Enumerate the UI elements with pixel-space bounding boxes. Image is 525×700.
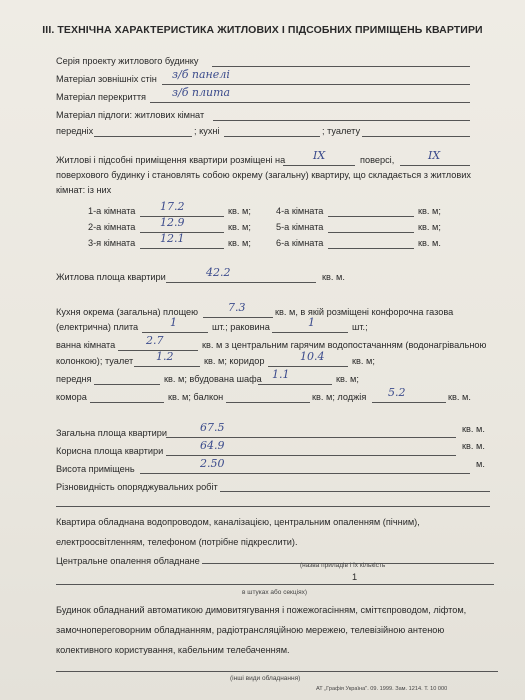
floor-material-label: Матеріал підлоги: житлових кімнат <box>56 110 205 120</box>
room3-unit: кв. м; <box>228 238 251 248</box>
room5-label: 5-а кімната <box>276 222 324 232</box>
placement-text-b: поверсі, <box>360 155 395 165</box>
placement-text-c: поверхового будинку і становлять собою окрему (загальну) квартиру, що складається з житлових <box>56 170 471 180</box>
height-value: 2.50 <box>200 457 225 470</box>
height-line[interactable] <box>140 473 470 474</box>
floors-total-value: ІХ <box>428 149 441 162</box>
floors-value: з/б плита <box>172 86 231 99</box>
heating-note: (назва приладів і їх кількість <box>300 562 386 569</box>
walls-label: Матеріал зовнішніх стін <box>56 74 157 84</box>
useful-area-label: Корисна площа квартири <box>56 446 164 456</box>
wardrobe-line[interactable] <box>258 384 332 385</box>
toilet-floor-line[interactable] <box>362 136 470 137</box>
placement-text-d: кімнат: із них <box>56 185 112 195</box>
floor-number-line[interactable] <box>283 165 355 166</box>
floor-material-line[interactable] <box>213 120 470 121</box>
other-equipment-line[interactable] <box>56 671 498 672</box>
wardrobe-label: кв. м; вбудована шафа <box>164 374 262 384</box>
wardrobe-unit: кв. м; <box>336 374 359 384</box>
room2-label: 2-а кімната <box>88 222 136 232</box>
bath-value: 2.7 <box>146 334 164 347</box>
finishing-line[interactable] <box>220 491 490 492</box>
toilet-area-value: 1.2 <box>156 350 174 363</box>
room6-label: 6-а кімната <box>276 238 324 248</box>
room4-line[interactable] <box>328 216 414 217</box>
section-title: ІІІ. ТЕХНІЧНА ХАРАКТЕРИСТИКА ЖИТЛОВИХ І ПІДСОБНИХ ПРИМІЩЕНЬ КВАРТИРИ <box>42 24 483 36</box>
room5-unit: кв. м; <box>418 222 441 232</box>
series-line[interactable] <box>212 66 470 67</box>
loggia-value: 5.2 <box>388 386 406 399</box>
hall-area-label: передня <box>56 374 92 384</box>
pantry-line[interactable] <box>90 402 164 403</box>
heating-note-2: в штуках або секціях) <box>242 589 307 596</box>
room3-value: 12.1 <box>160 232 185 245</box>
sink-unit: шт.; <box>352 322 368 332</box>
room1-value: 17.2 <box>160 200 185 213</box>
building-text-2: замочнопереговорним обладнанням, радіотрансляційною мережею, телевізійною антеною <box>56 625 445 635</box>
total-area-label: Загальна площа квартири <box>56 428 167 438</box>
room6-unit: кв. м. <box>418 238 441 248</box>
total-area-unit: кв. м. <box>462 424 485 434</box>
total-area-value: 67.5 <box>200 421 225 434</box>
building-text-3: колективного користування, кабельним телебаченням. <box>56 645 290 655</box>
room3-line[interactable] <box>140 248 224 249</box>
walls-value: з/б панелі <box>172 68 230 81</box>
living-area-line[interactable] <box>166 282 316 283</box>
kitchen-area-line[interactable] <box>203 317 273 318</box>
sink-label: шт.; раковина <box>212 322 270 332</box>
living-area-value: 42.2 <box>206 266 231 279</box>
balcony-line[interactable] <box>226 402 310 403</box>
finishing-line-2[interactable] <box>56 506 490 507</box>
floors-line[interactable] <box>150 102 470 103</box>
toilet-floor-label: ; туалету <box>322 126 361 136</box>
kitchen-floor-line[interactable] <box>224 136 320 137</box>
living-area-unit: кв. м. <box>322 272 345 282</box>
stove-value: 1 <box>170 316 177 329</box>
room4-unit: кв. м; <box>418 206 441 216</box>
equipped-text-1: Квартира обладнана водопроводом, каналізацією, центральним опаленням (пічним), <box>56 517 420 527</box>
equipped-text-2: електроосвітленням, телефоном (потрібне підкреслити). <box>56 537 298 547</box>
placement-text-a: Житлові і підсобні приміщення квартири розміщені на <box>56 155 286 165</box>
series-label: Серія проекту житлового будинку <box>56 56 199 66</box>
building-text-1: Будинок обладнаний автоматикою димовитягування і пожежогасінням, сміттєпроводом, ліфтом, <box>56 605 467 615</box>
finishing-label: Різновидність опоряджувальних робіт <box>56 482 218 492</box>
hall-floor-line[interactable] <box>94 136 192 137</box>
boiler-toilet-label: колонкою); туалет <box>56 356 134 366</box>
heating-label: Центральне опалення обладнане <box>56 556 200 566</box>
kitchen-floor-label: ; кухні <box>194 126 220 136</box>
hall-area-line[interactable] <box>94 384 160 385</box>
bath-label: ванна кімната <box>56 340 116 350</box>
floors-label: Матеріал перекриття <box>56 92 147 102</box>
toilet-area-line[interactable] <box>134 366 200 367</box>
height-unit: м. <box>476 459 485 469</box>
room5-line[interactable] <box>328 232 414 233</box>
walls-line[interactable] <box>162 84 470 85</box>
sink-value: 1 <box>308 316 315 329</box>
room4-label: 4-а кімната <box>276 206 324 216</box>
useful-area-line[interactable] <box>166 455 456 456</box>
height-label: Висота приміщень <box>56 464 135 474</box>
floors-total-line[interactable] <box>400 165 470 166</box>
living-area-label: Житлова площа квартири <box>56 272 166 282</box>
stove-line[interactable] <box>142 332 208 333</box>
room2-unit: кв. м; <box>228 222 251 232</box>
kitchen-area-label: Кухня окрема (загальна) площею <box>56 307 199 317</box>
floor-number-value: ІХ <box>313 149 326 162</box>
wardrobe-value: 1.1 <box>272 368 290 381</box>
room1-unit: кв. м; <box>228 206 251 216</box>
total-area-line[interactable] <box>166 437 456 438</box>
other-equipment-note: (інші види обладнання) <box>230 675 301 682</box>
useful-area-unit: кв. м. <box>462 441 485 451</box>
corridor-line[interactable] <box>268 366 348 367</box>
loggia-label: кв. м; лоджія <box>312 392 367 402</box>
kitchen-area-text: кв. м, в якій розміщені конфорочна газова <box>275 307 454 317</box>
loggia-line[interactable] <box>372 402 446 403</box>
room6-line[interactable] <box>328 248 414 249</box>
hall-floor-label: передніх <box>56 126 94 136</box>
corridor-value: 10.4 <box>300 350 325 363</box>
useful-area-value: 64.9 <box>200 439 225 452</box>
pantry-label: комора <box>56 392 87 402</box>
sink-line[interactable] <box>272 332 348 333</box>
heating-line-2[interactable] <box>56 584 494 585</box>
stove-label: (електрична) плита <box>56 322 139 332</box>
printer-footer: АТ „Графія Україна". 09. 1999. Зам. 1214. Т. 10 000 <box>316 686 448 692</box>
corridor-unit: кв. м; <box>352 356 375 366</box>
heating-number: 1 <box>352 572 358 582</box>
balcony-label: кв. м; балкон <box>168 392 224 402</box>
room2-value: 12.9 <box>160 216 185 229</box>
bath-text: кв. м з центральним гарячим водопостачанням (водонагрівальною <box>202 340 487 350</box>
kitchen-area-value: 7.3 <box>228 301 246 314</box>
loggia-unit: кв. м. <box>448 392 471 402</box>
corridor-label: кв. м; коридор <box>204 356 265 366</box>
room3-label: 3-я кімната <box>88 238 136 248</box>
room1-label: 1-а кімната <box>88 206 136 216</box>
